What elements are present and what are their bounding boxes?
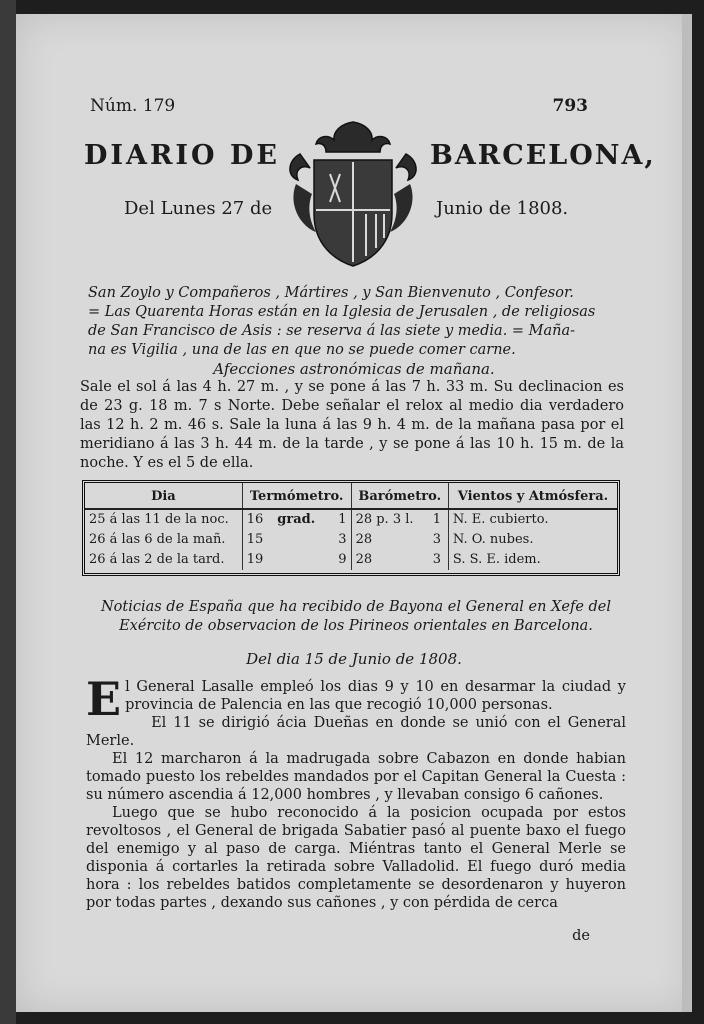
issue-number: Núm. 179 [90,96,176,116]
cell-dia: 25 á las 11 de la noc. [85,509,242,530]
header-dia: Dia [85,483,242,509]
cell-temp-unit [273,530,330,550]
cell-temp: 19 [246,552,264,567]
newspaper-page [16,14,692,1012]
article-body [86,672,626,912]
saints-line: San Zoylo y Compañeros , Mártires , y San Bienvenuto , Confesor. [88,285,574,301]
news-heading: Noticias de España que ha recibido de Bayona el General en Xefe del Exército de observacion de los Pirineos orientales en Barcelona. [100,599,612,634]
cell-wind: N. O. nubes. [452,532,534,547]
weather-table [82,480,620,576]
cell-wind: N. E. cubierto. [452,512,549,527]
header-vientos: Vientos y Atmósfera. [448,483,617,509]
table-row [85,550,617,570]
saints-line: de San Francisco de Asis : se reserva á las siete y media. = Maña- [88,323,576,339]
cell-wind: S. S. E. idem. [452,552,541,567]
cell-temp-unit: grad. [277,512,316,527]
cell-temp-frac: 3 [330,530,351,550]
date-left: Del Lunes 27 de [124,198,273,219]
cell-temp-frac: 1 [330,509,351,530]
weather-table-header-row [85,483,617,509]
cell-temp-frac: 9 [330,550,351,570]
page-edge [682,14,692,1012]
drop-cap: E [86,672,122,726]
table-row [85,530,617,550]
cell-temp-unit [273,550,330,570]
saints-line: = Las Quarenta Horas están en la Iglesia de Jerusalen , de religiosas [88,304,596,320]
cell-baro: 28 p. 3 l. [355,512,414,527]
article-paragraph: El 12 marcharon á la madrugada sobre Cabazon en donde habian tomado puesto los rebeldes mandados por el Capitan General la Cuesta : su número ascendia á 12,000 hombres , y llevaban consigo 6 cañones. [86,751,626,803]
masthead-title-right: BARCELONA, [430,140,656,171]
news-date-line: Del dia 15 de Junio de 1808. [246,650,462,668]
saints-of-the-day [88,284,624,360]
cell-baro-frac: 3 [429,530,449,550]
cell-baro-frac: 3 [429,550,449,570]
table-row [85,509,617,530]
cell-temp: 15 [246,532,264,547]
cell-dia: 26 á las 6 de la mañ. [85,530,242,550]
cell-dia: 26 á las 2 de la tard. [85,550,242,570]
article-paragraph: El 11 se dirigió ácia Dueñas en donde se unió con el General Merle. [86,715,626,749]
cell-baro: 28 [355,552,373,567]
saints-line: na es Vigilia , una de las en que no se puede comer carne. [88,342,516,358]
date-right: Junio de 1808. [436,198,569,219]
cell-temp: 16 [246,512,264,527]
astronomy-title: Afecciones astronómicas de mañana. [213,360,495,378]
scan-background-left [0,0,16,1024]
header-barometro: Barómetro. [351,483,448,509]
article-paragraph: Luego que se hubo reconocido á la posicion ocupada por estos revoltosos , el General de brigada Sabatier pasó al puente baxo el fuego del enemigo y al paso de carga. Miéntras tanto el General Merle se disponia á cortarles la retirada sobre Valladolid. El fuego duró media hora : los rebeldes batidos completamente se desordenaron y huyeron por todas partes , dexando sus cañones , y con pérdida de cerca [86,805,626,911]
masthead-title-left: DIARIO DE [84,140,280,171]
catch-word: de [572,928,590,944]
cell-baro: 28 [355,532,373,547]
cell-baro-frac: 1 [429,509,449,530]
article-paragraph [86,672,626,726]
astronomy-text: Sale el sol á las 4 h. 27 m. , y se pone á las 7 h. 33 m. Su declinacion es de 23 g. 18 m. 7 s Norte. Debe señalar el relox al medio dia verdadero las 12 h. 2 m. 46 s. Sale la luna á las 9 h. 4 m. de la mañana pasa por el meridiano á las 3 h. 44 m. de la tarde , y se pone á las 10 h. 15 m. de la noche. Y es el 5 de ella. [80,379,624,471]
article-paragraph-text: l General Lasalle empleó los dias 9 y 10 en desarmar la ciudad y provincia de Palencia en las que recogió 10,000 personas. [125,679,626,713]
page-number: 793 [552,96,588,116]
coat-of-arms-icon [278,114,428,274]
header-termometro: Termómetro. [242,483,351,509]
